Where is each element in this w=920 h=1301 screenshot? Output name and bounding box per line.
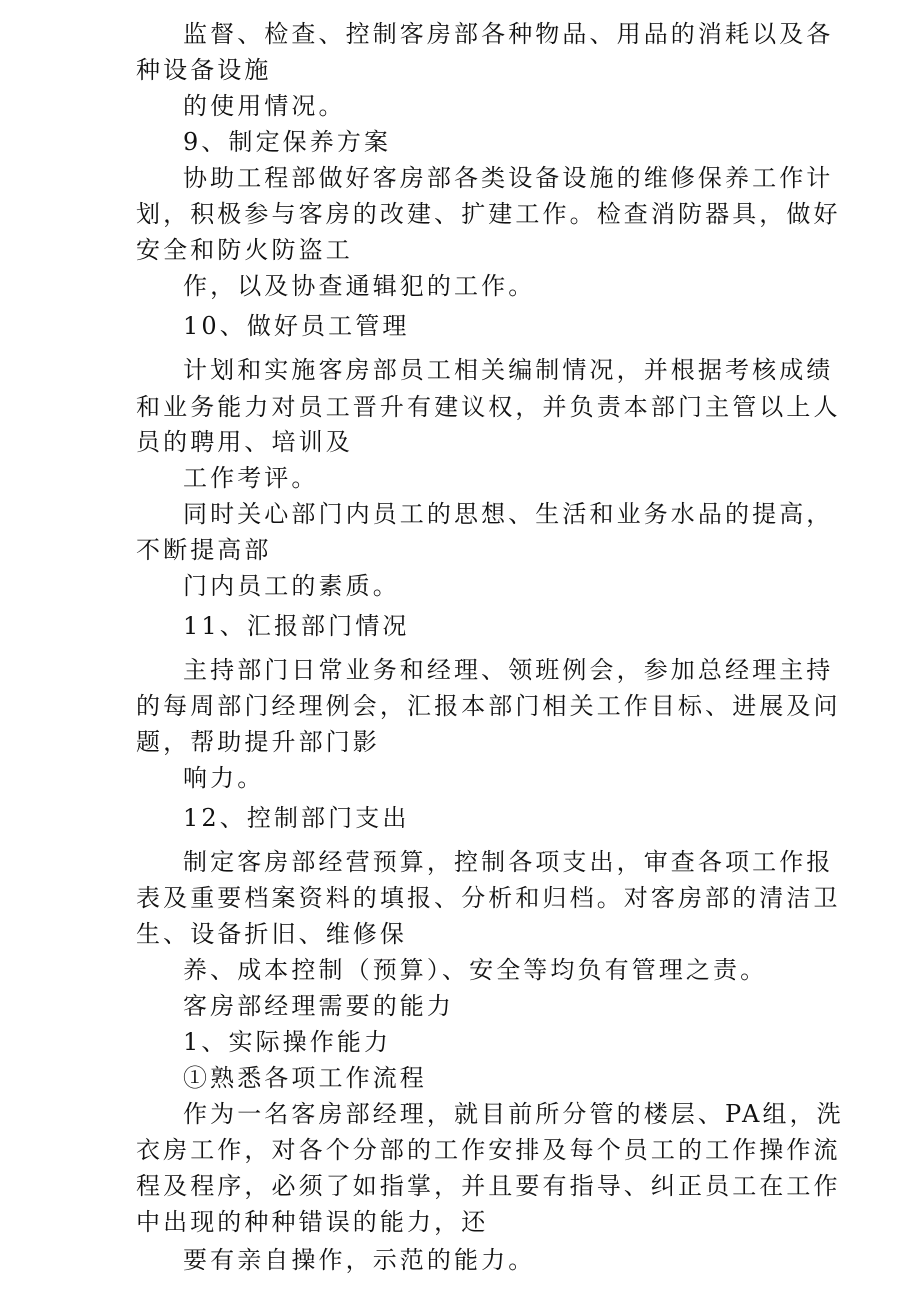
text-line: 的使用情况。 <box>183 92 346 120</box>
text-line: 计划和实施客房部员工相关编制情况，并根据考核成绩 <box>183 356 834 384</box>
text-line: 员的聘用、培训及 <box>136 428 353 456</box>
text-line: 生、设备折旧、维修保 <box>136 920 407 948</box>
text-line: 程及程序，必须了如指掌，并且要有指导、纠正员工在工作 <box>136 1172 841 1200</box>
text-line: 种设备设施 <box>136 56 272 84</box>
text-line: 养、成本控制（预算）、安全等均负有管理之责。 <box>183 956 768 984</box>
text-line: 题，帮助提升部门影 <box>136 728 380 756</box>
section-heading: 1、实际操作能力 <box>183 1028 392 1056</box>
text-line: 表及重要档案资料的填报、分析和归档。对客房部的清洁卫 <box>136 884 841 912</box>
text-line: 作，以及协查通辑犯的工作。 <box>183 272 536 300</box>
section-heading: 12、控制部门支出 <box>183 804 410 832</box>
text-line: 门内员工的素质。 <box>183 572 400 600</box>
text-line: 不断提高部 <box>136 536 272 564</box>
section-heading: ①熟悉各项工作流程 <box>183 1064 427 1092</box>
section-heading: 10、做好员工管理 <box>183 312 410 340</box>
text-line: 作为一名客房部经理，就目前所分管的楼层、PA组，洗 <box>183 1100 844 1128</box>
text-line: 的每周部门经理例会，汇报本部门相关工作目标、进展及问 <box>136 692 841 720</box>
text-line: 工作考评。 <box>183 464 319 492</box>
text-line: 监督、检查、控制客房部各种物品、用品的消耗以及各 <box>183 20 834 48</box>
text-line: 主持部门日常业务和经理、领班例会，参加总经理主持 <box>183 656 834 684</box>
text-line: 制定客房部经营预算，控制各项支出，审查各项工作报 <box>183 848 834 876</box>
text-line: 同时关心部门内员工的思想、生活和业务水品的提高， <box>183 500 834 528</box>
text-line: 中出现的种种错误的能力，还 <box>136 1208 489 1236</box>
text-line: 协助工程部做好客房部各类设备设施的维修保养工作计 <box>183 164 834 192</box>
section-heading: 客房部经理需要的能力 <box>183 992 454 1020</box>
text-line: 安全和防火防盗工 <box>136 236 353 264</box>
section-heading: 11、汇报部门情况 <box>183 612 410 640</box>
text-line: 和业务能力对员工晋升有建议权，并负责本部门主管以上人 <box>136 393 841 421</box>
text-line: 响力。 <box>183 764 265 792</box>
text-line: 划，积极参与客房的改建、扩建工作。检查消防器具，做好 <box>136 200 841 228</box>
text-line: 衣房工作，对各个分部的工作安排及每个员工的工作操作流 <box>136 1136 841 1164</box>
text-line: 要有亲自操作，示范的能力。 <box>183 1246 536 1274</box>
section-heading: 9、制定保养方案 <box>183 128 392 156</box>
